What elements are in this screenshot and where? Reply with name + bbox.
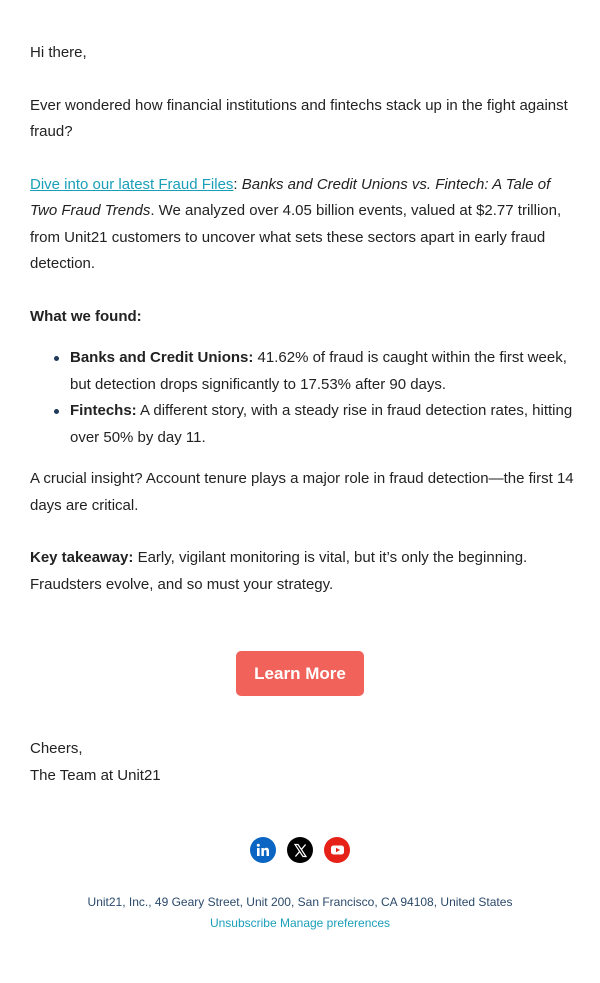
finding-text: 41.62% of fraud is caught within the first week, but detection drops significantly to 17.53% after 90 days. (70, 349, 567, 393)
youtube-icon[interactable] (324, 837, 350, 863)
fraud-files-link[interactable]: Dive into our latest Fraud Files (30, 175, 234, 193)
footer-links (0, 913, 600, 934)
report-colon: : (233, 175, 242, 193)
youtube-glyph (330, 844, 345, 856)
list-item (70, 345, 575, 398)
takeaway-paragraph (30, 545, 575, 598)
findings-list (30, 345, 575, 451)
finding-text: A different story, with a steady rise in fraud detection rates, hitting over 50% by day 11. (70, 402, 573, 446)
report-paragraph (30, 172, 575, 278)
x-glyph (293, 843, 308, 858)
x-icon[interactable] (287, 837, 313, 863)
email-footer (0, 892, 600, 934)
signoff-greeting: Cheers, (30, 740, 83, 757)
insight-paragraph: A crucial insight? Account tenure plays a major role in fraud detection—the first 14 days are critical. (30, 470, 574, 514)
learn-more-button[interactable]: Learn More (236, 651, 364, 696)
unsubscribe-link[interactable]: Unsubscribe (209, 916, 277, 930)
intro-paragraph: Ever wondered how financial institutions and fintechs stack up in the fight against fraud? (30, 96, 568, 140)
signoff (30, 735, 161, 789)
social-links (0, 837, 600, 863)
cta-container (0, 651, 600, 696)
linkedin-glyph (256, 843, 270, 857)
finding-label: Fintechs: (70, 402, 137, 419)
findings-heading: What we found: (30, 307, 142, 325)
report-title: Banks and Credit Unions vs. Fintech: A Tale of Two Fraud Trends (30, 175, 551, 219)
finding-label: Banks and Credit Unions: (70, 349, 254, 366)
email-content (30, 40, 575, 598)
greeting: Hi there, (30, 44, 87, 61)
signoff-team: The Team at Unit21 (30, 767, 161, 784)
list-item (70, 398, 575, 451)
takeaway-text: Early, vigilant monitoring is vital, but it’s only the beginning. Fraudsters evolve, and so must your strategy. (30, 549, 528, 593)
report-description: . We analyzed over 4.05 billion events, valued at $2.77 trillion, from Unit21 customers to uncover what sets these sectors apart in early fraud detection. (30, 202, 562, 272)
company-address: Unit21, Inc., 49 Geary Street, Unit 200, San Francisco, CA 94108, United States (87, 895, 513, 909)
linkedin-icon[interactable] (250, 837, 276, 863)
manage-preferences-link[interactable]: Manage preferences (279, 916, 391, 930)
takeaway-label: Key takeaway: (30, 549, 134, 566)
